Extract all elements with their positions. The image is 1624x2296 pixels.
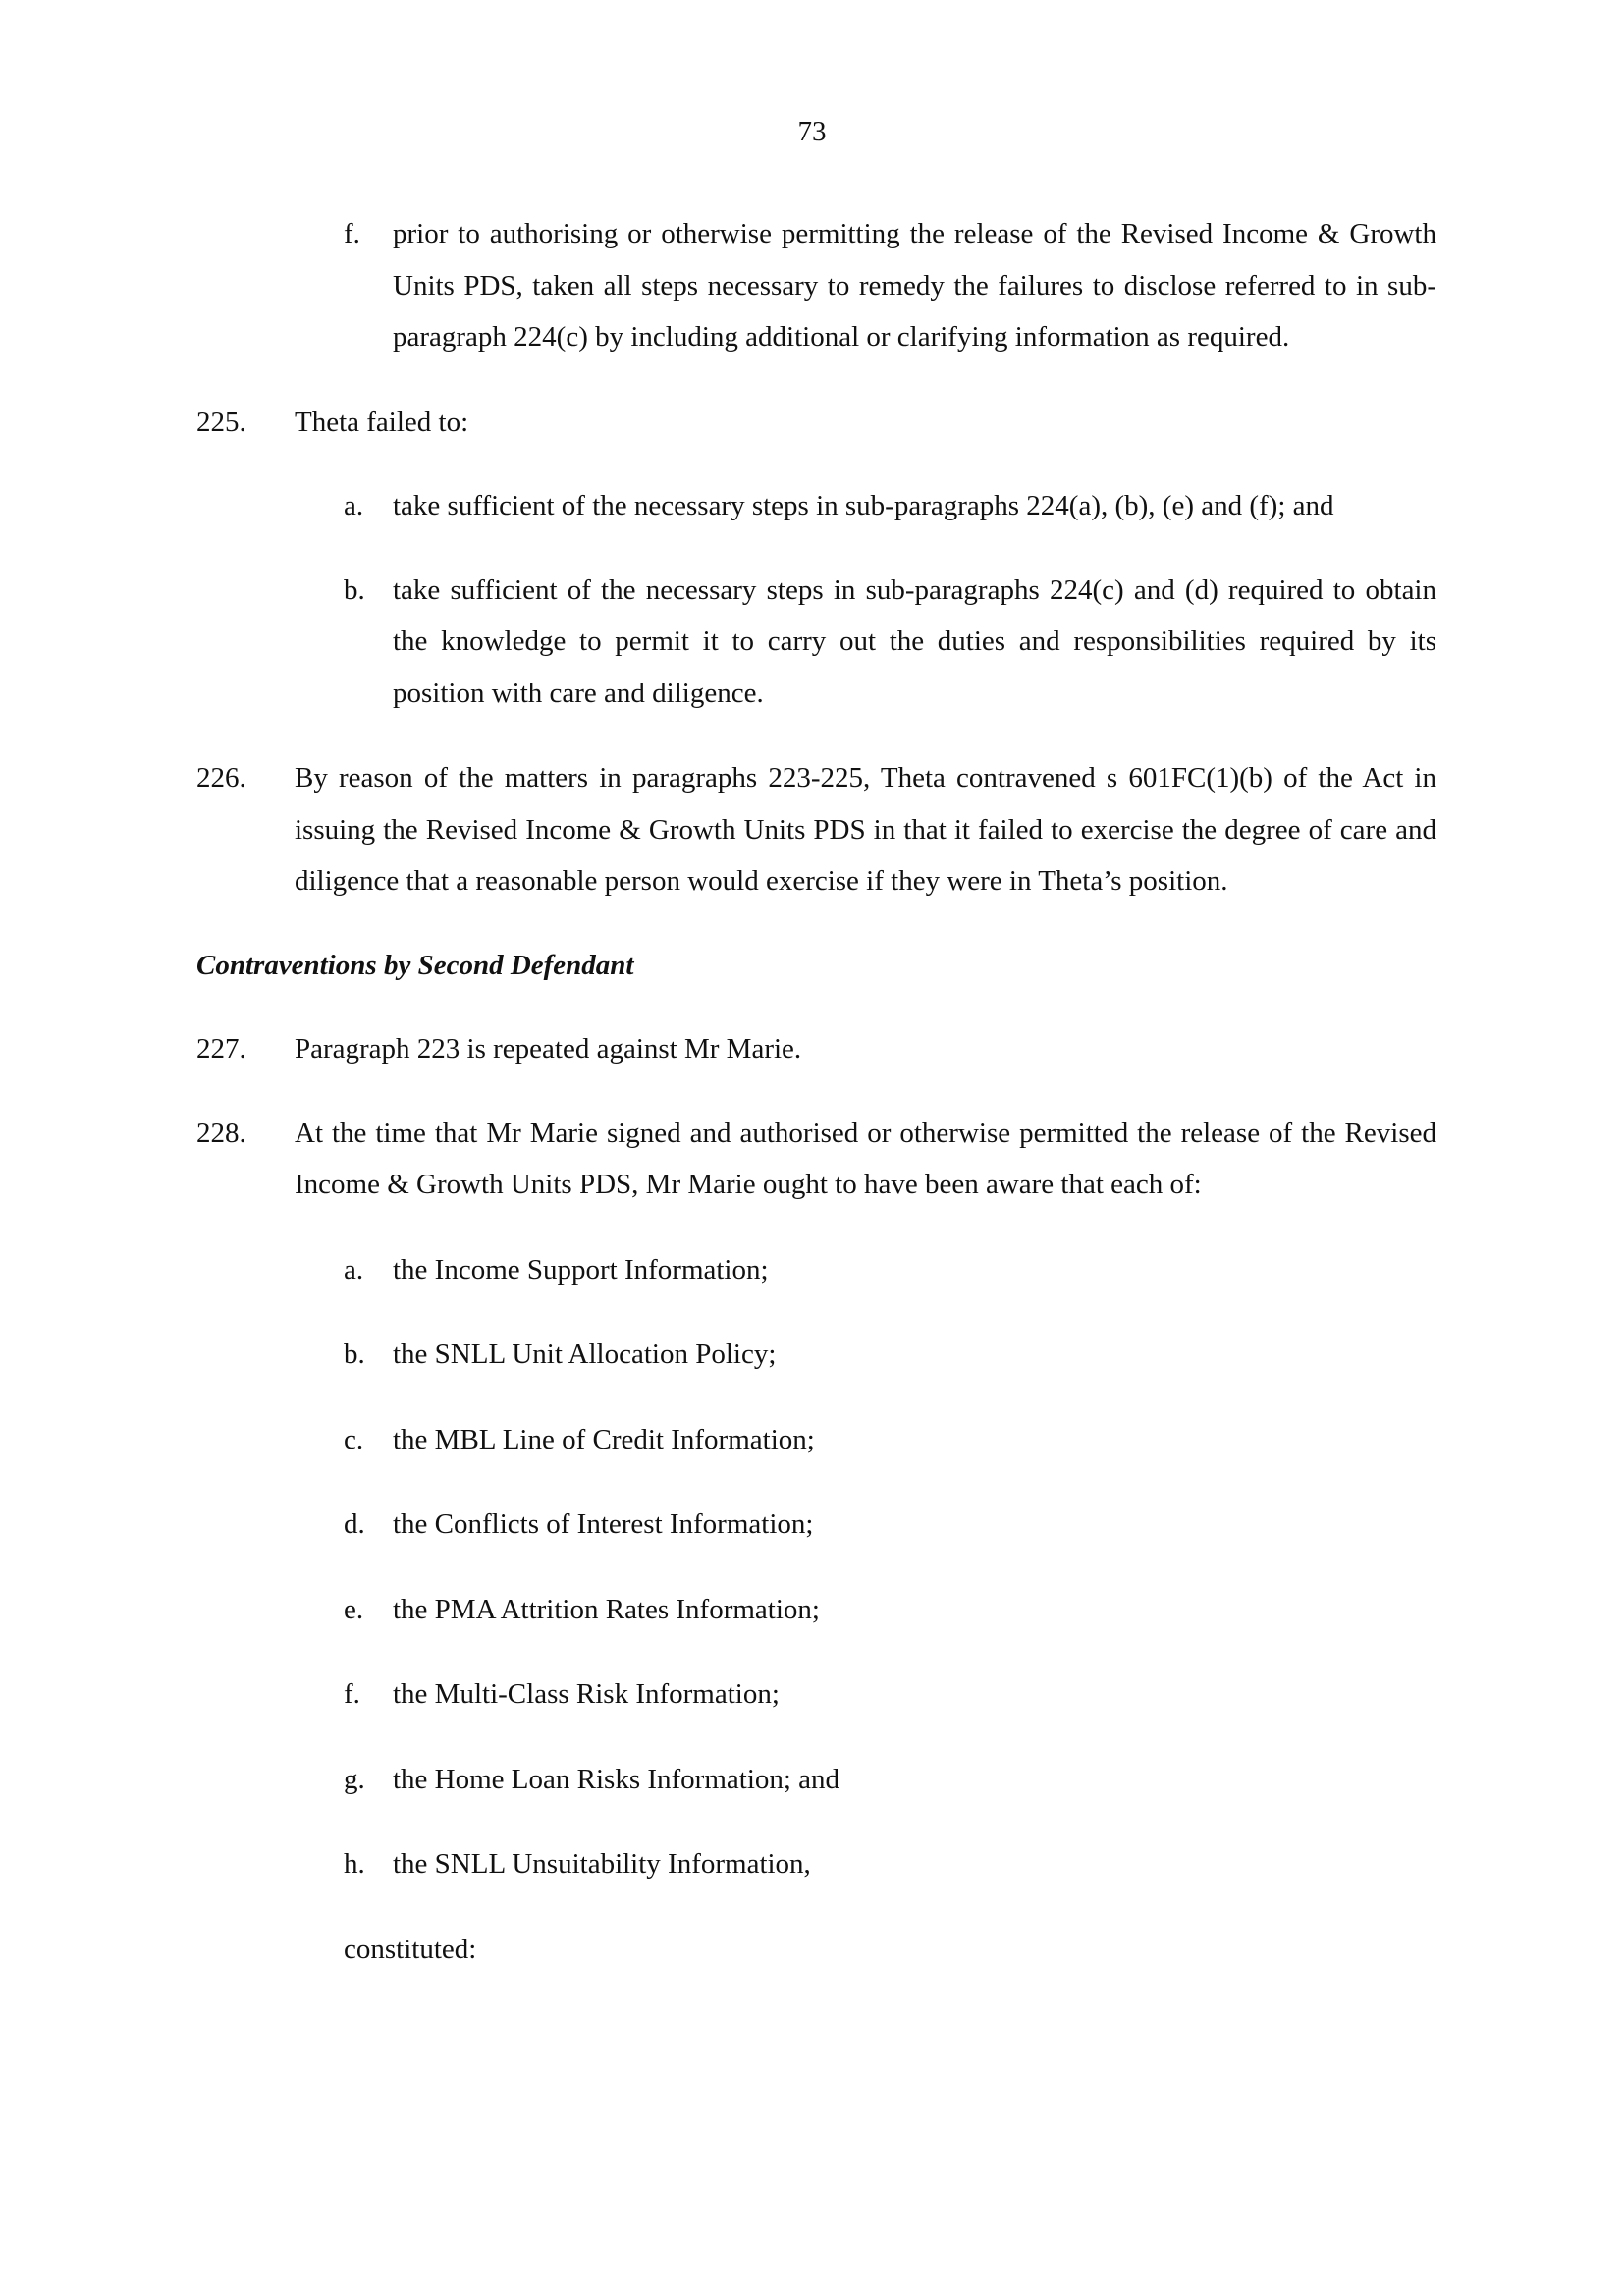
list-item-label: b. xyxy=(344,1339,365,1370)
paragraph-number: 227. xyxy=(196,1033,246,1065)
list-item-text: the Multi-Class Risk Information; xyxy=(393,1678,780,1710)
list-item-label: c. xyxy=(344,1423,364,1455)
list-item xyxy=(196,1414,1436,1466)
paragraph-text: At the time that Mr Marie signed and authorised or otherwise permitted the release of the Revised Income & Growth Units PDS, Mr Marie ought to have been aware that each of: xyxy=(295,1117,1436,1200)
list-item-text: the SNLL Unsuitability Information, xyxy=(393,1848,811,1880)
paragraph-text: Paragraph 223 is repeated against Mr Marie. xyxy=(295,1033,802,1065)
sub-paragraph-f xyxy=(196,208,1436,363)
paragraph-number: 225. xyxy=(196,406,246,438)
paragraph-number: 228. xyxy=(196,1117,246,1149)
list-item xyxy=(196,1754,1436,1806)
list-item-label: a. xyxy=(344,1253,364,1285)
list-item-label: d. xyxy=(344,1508,365,1540)
list-item-label: f. xyxy=(344,1678,360,1710)
list-item-label: g. xyxy=(344,1763,365,1795)
list-item-text: the SNLL Unit Allocation Policy; xyxy=(393,1339,777,1370)
list-item xyxy=(196,1244,1436,1296)
sub-paragraph-label: f. xyxy=(344,218,360,249)
list-item-text: the MBL Line of Credit Information; xyxy=(393,1423,815,1455)
paragraph-text: Theta failed to: xyxy=(295,406,469,438)
list-item xyxy=(196,1584,1436,1636)
list-item-text: the PMA Attrition Rates Information; xyxy=(393,1593,820,1625)
sub-paragraph-225b xyxy=(196,565,1436,720)
list-item-text: the Home Loan Risks Information; and xyxy=(393,1763,840,1795)
sub-paragraph-text: prior to authorising or otherwise permitting the release of the Revised Income & Growth Units PDS, taken all steps necessary to remedy the failures to disclose referred to in sub-paragraph 224(c) by including additional or clarifying information as required. xyxy=(393,218,1436,353)
list-item-text: the Conflicts of Interest Information; xyxy=(393,1508,814,1540)
closing-text: constituted: xyxy=(344,1933,477,1965)
sub-paragraph-label: a. xyxy=(344,490,364,521)
paragraph-text: By reason of the matters in paragraphs 223-225, Theta contravened s 601FC(1)(b) of the Act in issuing the Revised Income & Growth Units PDS in that it failed to exercise the degree of care and diligence that a reasonable person would exercise if they were in Theta’s position. xyxy=(295,762,1436,897)
list-item-text: the Income Support Information; xyxy=(393,1253,769,1285)
sub-paragraph-label: b. xyxy=(344,574,365,606)
list-item xyxy=(196,1329,1436,1381)
paragraph-227 xyxy=(196,1023,1436,1075)
list-item xyxy=(196,1668,1436,1721)
sub-paragraph-text: take sufficient of the necessary steps in sub-paragraphs 224(a), (b), (e) and (f); and xyxy=(393,490,1334,521)
paragraph-number: 226. xyxy=(196,762,246,793)
list-item-label: e. xyxy=(344,1593,364,1625)
section-heading: Contraventions by Second Defendant xyxy=(196,949,634,981)
paragraph-225 xyxy=(196,397,1436,449)
paragraph-228 xyxy=(196,1108,1436,1211)
sub-paragraph-text: take sufficient of the necessary steps in sub-paragraphs 224(c) and (d) required to obtain the knowledge to permit it to carry out the duties and responsibilities required by its position with care and diligence. xyxy=(393,574,1436,709)
document-body xyxy=(196,208,1436,1975)
list-item xyxy=(196,1838,1436,1890)
paragraph-226 xyxy=(196,752,1436,907)
list-item xyxy=(196,1499,1436,1551)
list-item-label: h. xyxy=(344,1848,365,1880)
sub-paragraph-225a xyxy=(196,480,1436,532)
page-number: 73 xyxy=(797,116,827,147)
